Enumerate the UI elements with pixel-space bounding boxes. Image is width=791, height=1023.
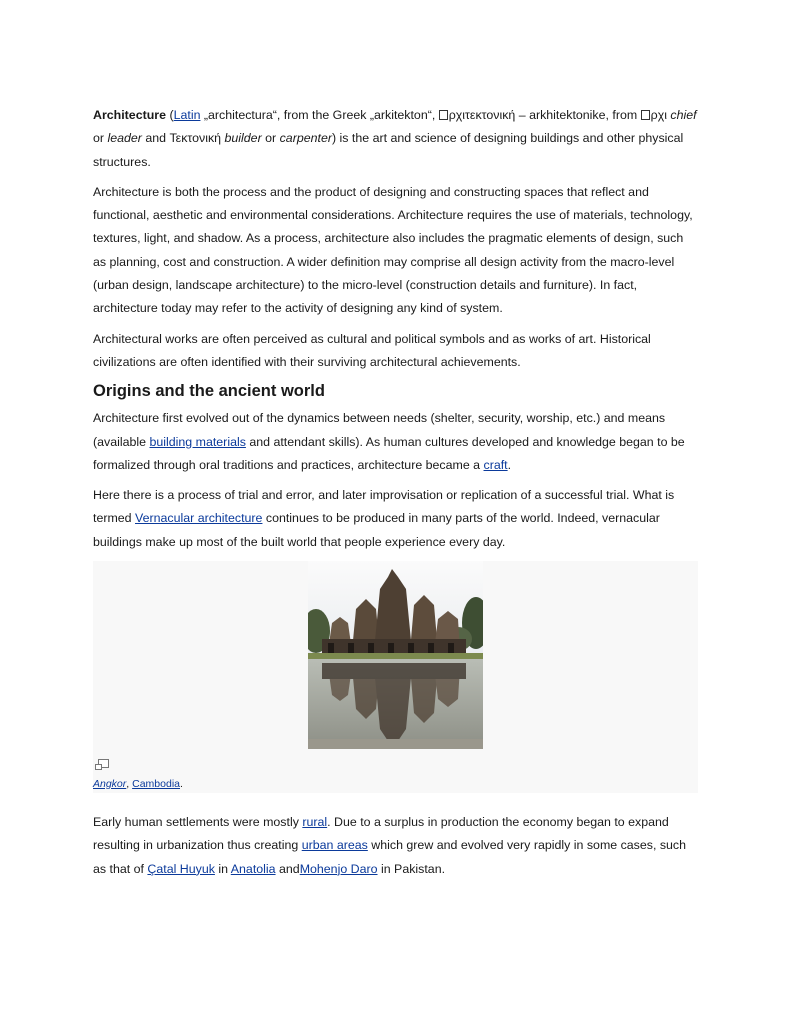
link-mohenjo-daro[interactable]: Mohenjo Daro xyxy=(299,861,378,876)
link-vernacular-architecture[interactable]: Vernacular architecture xyxy=(135,511,263,526)
term-architecture: Architecture xyxy=(93,108,166,122)
link-catal-huyuk[interactable]: Çatal Huyuk xyxy=(147,861,215,876)
link-angkor[interactable]: Angkor xyxy=(93,778,127,791)
missing-glyph-icon xyxy=(439,110,448,120)
figure-angkor xyxy=(93,561,698,793)
angkor-photo[interactable] xyxy=(308,561,483,749)
link-craft[interactable]: craft xyxy=(483,457,508,472)
missing-glyph-icon xyxy=(641,110,650,120)
link-urban-areas[interactable]: urban areas xyxy=(301,838,368,853)
paragraph-process: Architecture is both the process and the product of designing and constructing spaces that reflect and functional, aesthetic and environmental considerations. Architecture requires the use of materials, technology, textures, light, and shadow. As a process, architecture also includes the pragmatic elements of design, such as planning, cost and construction. A wider definition may comprise all design activity from the macro-level (urban design, landscape architecture) to the micro-level (construction details and furniture). In fact, architecture today may refer to the activity of designing any kind of system. xyxy=(93,184,693,316)
paragraph-settlements: Early human settlements were mostly rural. Due to a surplus in production the economy began to expand resulting in urbanization thus creating urban areas which grew and evolved very rapidly in some cases, such as that of Çatal Huyuk in Anatolia andMohenjo Daro in Pakistan. xyxy=(93,815,687,876)
enlarge-icon[interactable] xyxy=(95,759,109,771)
link-latin[interactable]: Latin xyxy=(173,108,201,122)
intro-paragraph: Architecture (Latin „architectura“, from the Greek „arkitekton“, ρχιτεκτονική – arkhitektonike, from ρχι chief or leader and Τεκτονική builder or carpenter) is the art and science of designing buildings and other physical structures. xyxy=(93,108,697,169)
link-anatolia[interactable]: Anatolia xyxy=(230,861,276,876)
link-rural[interactable]: rural xyxy=(302,815,328,830)
paragraph-origins: Architecture first evolved out of the dynamics between needs (shelter, security, worship, etc.) and means (available building materials and attendant skills). As human cultures developed and knowledge began to be formalized through oral traditions and practices, architecture became a craft. xyxy=(93,411,685,472)
figure-caption: Angkor, Cambodia. xyxy=(93,778,183,791)
paragraph-symbols: Architectural works are often perceived as cultural and political symbols and as works of art. Historical civilizations are often identified with their surviving architectural achievements. xyxy=(93,331,651,369)
document-page xyxy=(93,104,698,888)
angkor-temple-image xyxy=(308,561,483,749)
paragraph-vernacular: Here there is a process of trial and error, and later improvisation or replication of a successful trial. What is termed Vernacular architecture continues to be produced in many parts of the world. Indeed, vernacular buildings make up most of the built world that people experience every day. xyxy=(93,488,675,549)
link-cambodia[interactable]: Cambodia xyxy=(132,778,180,791)
link-building-materials[interactable]: building materials xyxy=(149,434,246,449)
section-heading: Origins and the ancient world xyxy=(93,382,325,401)
